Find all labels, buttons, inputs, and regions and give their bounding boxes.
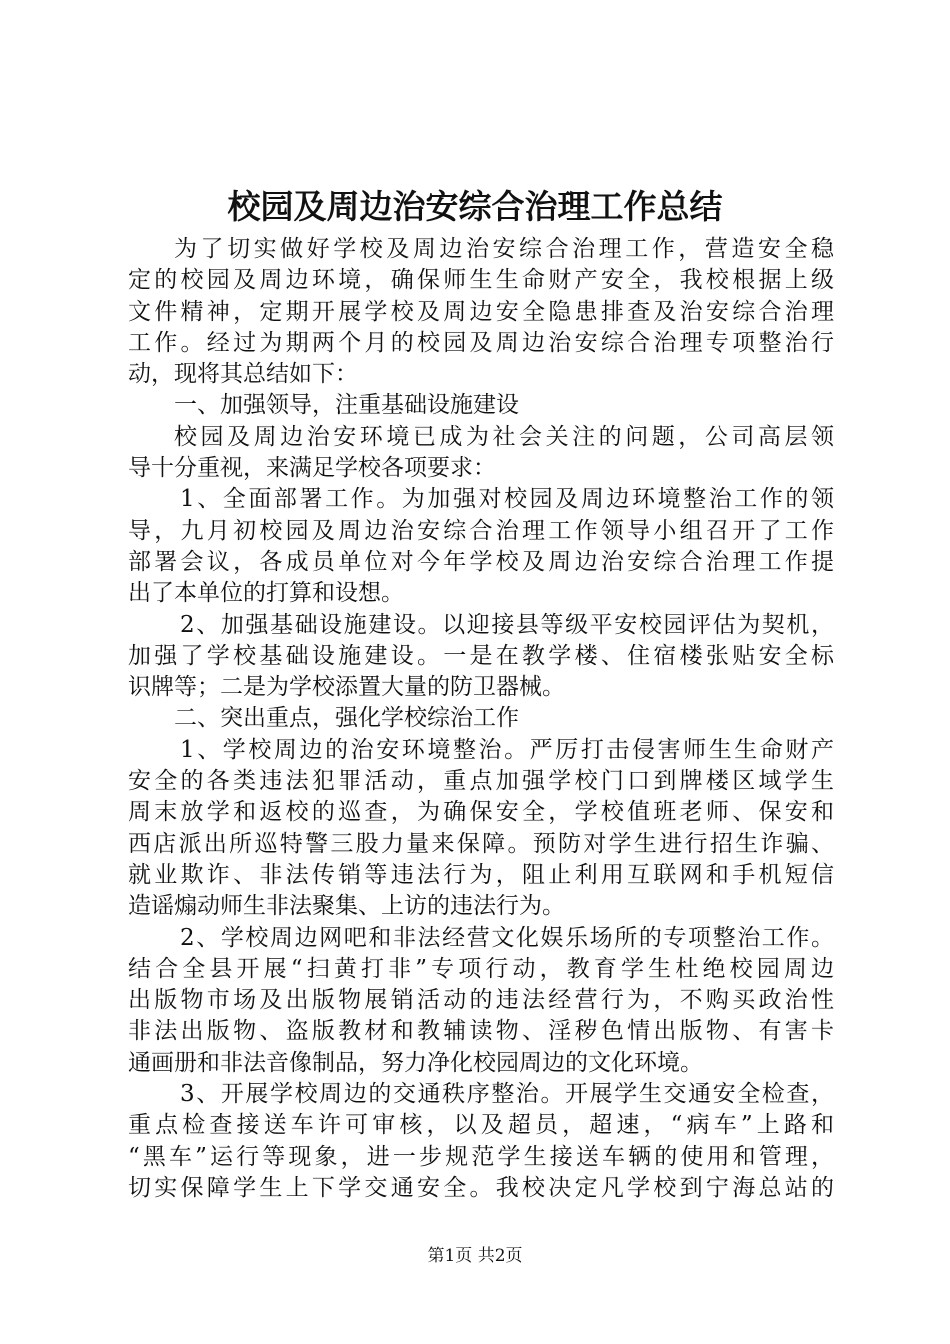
paragraph-line: 通画册和非法音像制品，努力净化校园周边的文化环境。 <box>128 1049 703 1076</box>
paragraph-line: 校园及周边治安环境已成为社会关注的问题，公司高层领 <box>174 423 834 450</box>
paragraph-line: 部署会议，各成员单位对今年学校及周边治安综合治理工作提 <box>128 548 834 575</box>
paragraph-line: 1、全面部署工作。为加强对校园及周边环境整治工作的领 <box>180 486 834 513</box>
paragraph-line: 周末放学和返校的巡查，为确保安全，学校值班老师、保安和 <box>128 799 834 826</box>
paragraph-line: 西店派出所巡特警三股力量来保障。预防对学生进行招生诈骗、 <box>128 830 834 857</box>
paragraph-line: 出了本单位的打算和设想。 <box>128 580 404 607</box>
paragraph-line: 加强了学校基础设施建设。一是在教学楼、住宿楼张贴安全标 <box>128 642 834 669</box>
paragraph-line: 动，现将其总结如下： <box>128 361 358 388</box>
paragraph-line: 结合全县开展“扫黄打非”专项行动，教育学生杜绝校园周边 <box>128 955 834 982</box>
section-heading: 二、突出重点，强化学校综治工作 <box>174 705 519 732</box>
paragraph-line: 识牌等；二是为学校添置大量的防卫器械。 <box>128 674 565 701</box>
paragraph-line: 重点检查接送车许可审核，以及超员，超速，“病车”上路和 <box>128 1112 834 1139</box>
paragraph-line: 2、学校周边网吧和非法经营文化娱乐场所的专项整治工作。 <box>180 924 834 951</box>
paragraph-line: 为了切实做好学校及周边治安综合治理工作，营造安全稳 <box>174 236 834 262</box>
paragraph-line: 导十分重视，来满足学校各项要求： <box>128 455 496 482</box>
document-body <box>128 234 834 1204</box>
paragraph-line: 2、加强基础设施建设。以迎接县等级平安校园评估为契机， <box>180 611 834 638</box>
paragraph-line: 3、开展学校周边的交通秩序整治。开展学生交通安全检查， <box>180 1081 834 1108</box>
page-number-footer: 第1页 共2页 <box>427 1246 523 1266</box>
paragraph-line: 导，九月初校园及周边治安综合治理工作领导小组召开了工作 <box>128 517 834 544</box>
paragraph-line: 切实保障学生上下学交通安全。我校决定凡学校到宁海总站的 <box>128 1174 834 1201</box>
paragraph-line: 1、学校周边的治安环境整治。严厉打击侵害师生生命财产 <box>180 736 834 763</box>
paragraph-line: 安全的各类违法犯罪活动，重点加强学校门口到牌楼区域学生 <box>128 768 834 795</box>
paragraph-line: 非法出版物、盗版教材和教辅读物、淫秽色情出版物、有害卡 <box>128 1018 834 1045</box>
document-title: 校园及周边治安综合治理工作总结 <box>227 187 723 226</box>
paragraph-line: 出版物市场及出版物展销活动的违法经营行为，不购买政治性 <box>128 987 834 1014</box>
paragraph-line: 工作。经过为期两个月的校园及周边治安综合治理专项整治行 <box>128 329 834 356</box>
paragraph-line: 造谣煽动师生非法聚集、上访的违法行为。 <box>128 893 565 920</box>
paragraph-line: 文件精神，定期开展学校及周边安全隐患排查及治安综合治理 <box>128 298 834 325</box>
paragraph-line: 就业欺诈、非法传销等违法行为，阻止利用互联网和手机短信 <box>128 861 834 888</box>
section-heading: 一、加强领导，注重基础设施建设 <box>174 392 519 419</box>
paragraph-line: “黑车”运行等现象，进一步规范学生接送车辆的使用和管理， <box>128 1143 834 1170</box>
paragraph-line: 定的校园及周边环境，确保师生生命财产安全，我校根据上级 <box>128 267 834 294</box>
